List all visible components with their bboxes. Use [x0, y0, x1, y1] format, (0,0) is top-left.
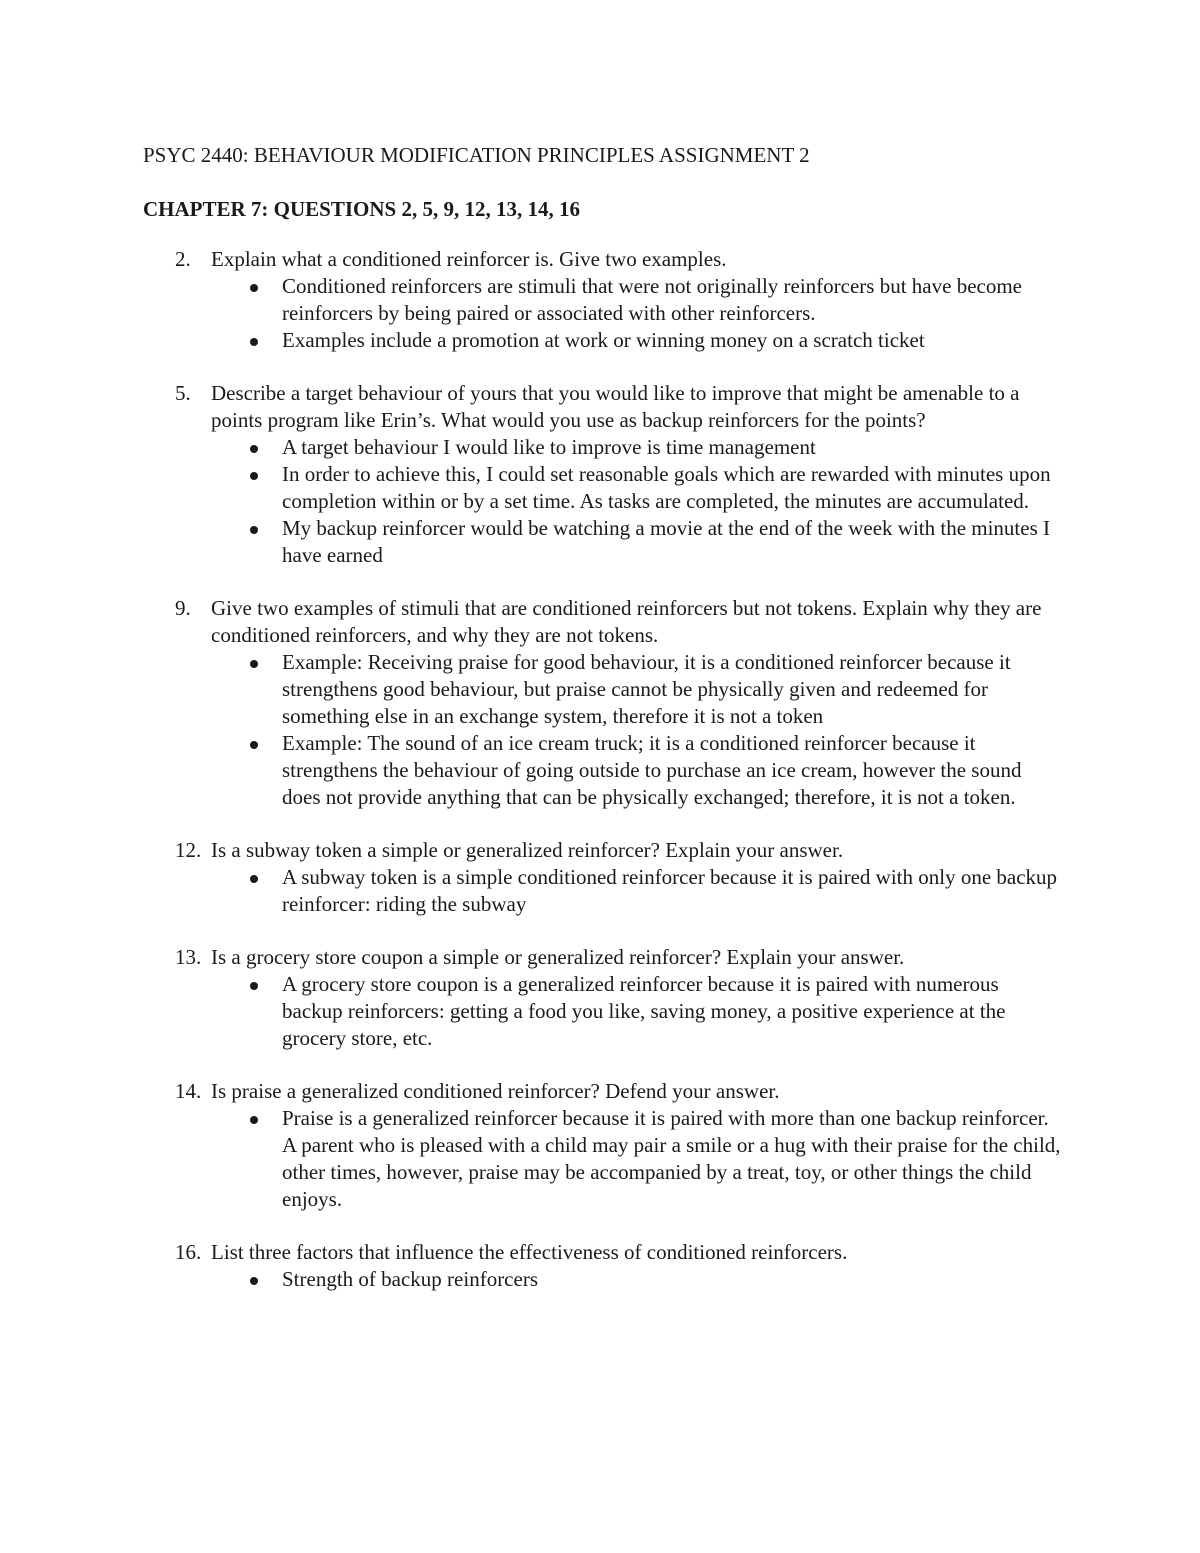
answer-item: [143, 864, 1063, 918]
answer-text: Strength of backup reinforcers: [282, 1267, 538, 1291]
question-row: [143, 595, 1063, 649]
question-12: [143, 837, 1063, 918]
document-title: PSYC 2440: BEHAVIOUR MODIFICATION PRINCIPLES ASSIGNMENT 2: [143, 143, 810, 167]
answer-list: [143, 1105, 1063, 1213]
answer-item: [143, 1105, 1063, 1213]
question-number: 9.: [175, 596, 191, 620]
answer-item: [143, 649, 1063, 730]
question-text: Explain what a conditioned reinforcer is. Give two examples.: [211, 247, 727, 271]
bullet-icon: [250, 338, 258, 346]
answer-text: A grocery store coupon is a generalized reinforcer because it is paired with numerous backup reinforcers: getting a food you like, saving money, a positive experience at the grocery store, etc.: [282, 972, 1006, 1050]
answer-list: [143, 649, 1063, 811]
answer-item: [143, 327, 1063, 354]
question-list: [143, 246, 1063, 1293]
answer-text: A target behaviour I would like to improve is time management: [282, 435, 816, 459]
answer-list: [143, 971, 1063, 1052]
answer-item: [143, 461, 1063, 515]
question-9: [143, 595, 1063, 811]
answer-list: [143, 1266, 1063, 1293]
question-row: [143, 837, 1063, 864]
answer-text: A subway token is a simple conditioned reinforcer because it is paired with only one backup reinforcer: riding the subway: [282, 865, 1058, 916]
question-row: [143, 1239, 1063, 1266]
question-text: Describe a target behaviour of yours that you would like to improve that might be amenable to a points program like Erin’s. What would you use as backup reinforcers for the points?: [211, 381, 1020, 432]
bullet-icon: [250, 1116, 258, 1124]
question-number: 12.: [175, 838, 202, 862]
question-number: 13.: [175, 945, 202, 969]
chapter-heading: CHAPTER 7: QUESTIONS 2, 5, 9, 12, 13, 14, 16: [143, 197, 580, 221]
question-row: [143, 1078, 1063, 1105]
question-16: [143, 1239, 1063, 1293]
bullet-icon: [250, 741, 258, 749]
answer-item: [143, 434, 1063, 461]
question-text: Is praise a generalized conditioned reinforcer? Defend your answer.: [211, 1079, 780, 1103]
answer-text: My backup reinforcer would be watching a movie at the end of the week with the minutes I have earned: [282, 516, 1051, 567]
question-text: Is a grocery store coupon a simple or generalized reinforcer? Explain your answer.: [211, 945, 905, 969]
question-text: Give two examples of stimuli that are conditioned reinforcers but not tokens. Explain why they are conditioned reinforcers, and why they are not tokens.: [211, 596, 1042, 647]
answer-item: [143, 971, 1063, 1052]
answer-text: Example: Receiving praise for good behaviour, it is a conditioned reinforcer because it strengthens good behaviour, but praise cannot be physically given and redeemed for something else in an exchange system, therefore it is not a token: [282, 650, 1011, 728]
question-row: [143, 944, 1063, 971]
answer-list: [143, 864, 1063, 918]
question-row: [143, 380, 1063, 434]
answer-text: Examples include a promotion at work or winning money on a scratch ticket: [282, 328, 925, 352]
bullet-icon: [250, 1277, 258, 1285]
answer-text: Conditioned reinforcers are stimuli that were not originally reinforcers but have become reinforcers by being paired or associated with other reinforcers.: [282, 274, 1022, 325]
answer-list: [143, 273, 1063, 354]
answer-item: [143, 730, 1063, 811]
document-page: [143, 140, 1063, 1319]
question-2: [143, 246, 1063, 354]
answer-item: [143, 1266, 1063, 1293]
bullet-icon: [250, 284, 258, 292]
answer-list: [143, 434, 1063, 569]
bullet-icon: [250, 660, 258, 668]
question-14: [143, 1078, 1063, 1213]
answer-text: Praise is a generalized reinforcer because it is paired with more than one backup reinforcer. A parent who is pleased with a child may pair a smile or a hug with their praise for the child, other times, however, praise may be accompanied by a treat, toy, or other things the child enjoys.: [282, 1106, 1061, 1211]
bullet-icon: [250, 526, 258, 534]
answer-text: In order to achieve this, I could set reasonable goals which are rewarded with minutes upon completion within or by a set time. As tasks are completed, the minutes are accumulated.: [282, 462, 1051, 513]
answer-item: [143, 515, 1063, 569]
question-number: 16.: [175, 1240, 202, 1264]
question-number: 2.: [175, 247, 191, 271]
question-text: List three factors that influence the effectiveness of conditioned reinforcers.: [211, 1240, 848, 1264]
question-row: [143, 246, 1063, 273]
bullet-icon: [250, 875, 258, 883]
question-5: [143, 380, 1063, 569]
question-number: 14.: [175, 1079, 202, 1103]
bullet-icon: [250, 472, 258, 480]
bullet-icon: [250, 982, 258, 990]
question-text: Is a subway token a simple or generalized reinforcer? Explain your answer.: [211, 838, 844, 862]
answer-item: [143, 273, 1063, 327]
answer-text: Example: The sound of an ice cream truck; it is a conditioned reinforcer because it strengthens the behaviour of going outside to purchase an ice cream, however the sound does not provide anything that can be physically exchanged; therefore, it is not a token.: [282, 731, 1022, 809]
question-13: [143, 944, 1063, 1052]
question-number: 5.: [175, 381, 191, 405]
bullet-icon: [250, 445, 258, 453]
